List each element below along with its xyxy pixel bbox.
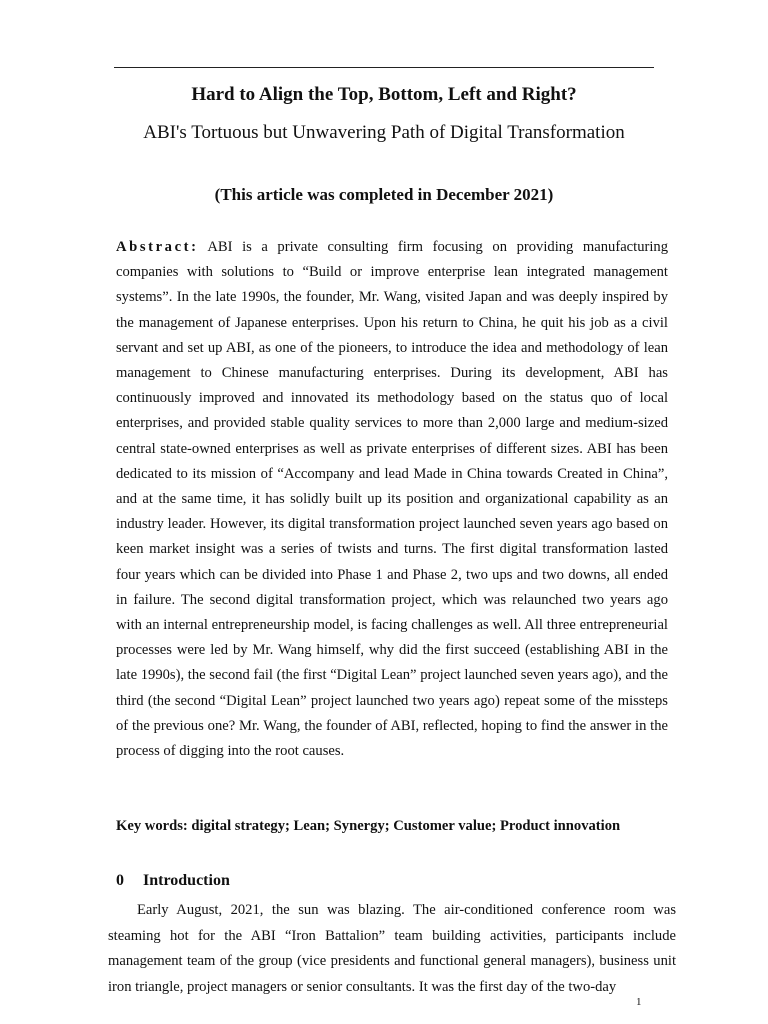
document-subtitle: ABI's Tortuous but Unwavering Path of Digital Transformation [143,122,625,143]
completion-note: (This article was completed in December 2021) [214,185,554,204]
abstract-text: ABI is a private consulting firm focusing on providing manufacturing companies with solutions to “Build or improve enterprise lean integrated management systems”. In the late 1990s, the founder, Mr. Wang, visited Japan and was deeply inspired by the management of Japanese enterprises. Upon his return to China, he quit his job as a civil servant and set up ABI, as one of the pioneers, to introduce the idea and methodology of lean management to Chinese manufacturing enterprises. During its development, ABI has continuously improved and innovated its methodology based on the status quo of local enterprises, and provided stable quality services to more than 2,000 large and medium-sized central state-owned enterprises as well as private enterprises of different sizes. ABI has been dedicated to its mission of “Accompany and lead Made in China towards Created in China”, and at the same time, it has solidly built up its position and organizational capability as an industry leader. However, its digital transformation project launched seven years ago based on keen market insight was a series of twists and turns. The first digital transformation lasted four years which can be divided into Phase 1 and Phase 2, two ups and two downs, all ended in failure. The second digital transformation project, which was relaunched two years ago with an internal entrepreneurship model, is facing challenges as well. All three entrepreneurial processes were led by Mr. Wang himself, why did the first succeed (establishing ABI in the late 1990s), the second fail (the first “Digital Lean” project launched seven years ago), and the third (the second “Digital Lean” project launched two years ago) repeat some of the missteps of the previous one? Mr. Wang, the founder of ABI, reflected, hoping to find the answer in the process of digging into the root causes. [116,239,669,760]
page-number: 1 [636,996,642,1008]
abstract-label: Abstract: [116,239,199,255]
section-number: 0 [116,872,124,889]
section-title: Introduction [143,872,230,889]
abstract-paragraph [116,235,668,764]
document-title: Hard to Align the Top, Bottom, Left and Right? [191,84,577,105]
section-heading-introduction [116,870,230,892]
introduction-paragraph: Early August, 2021, the sun was blazing. The air-conditioned conference room was steaming hot for the ABI “Iron Battalion” team building activities, participants include management team of the group (vice presidents and functional general managers), business unit iron triangle, project managers or senior consultants. It was the first day of the two-day [108,902,676,995]
header-rule [114,67,654,68]
keywords-line: Key words: digital strategy; Lean; Synergy; Customer value; Product innovation [116,818,621,834]
